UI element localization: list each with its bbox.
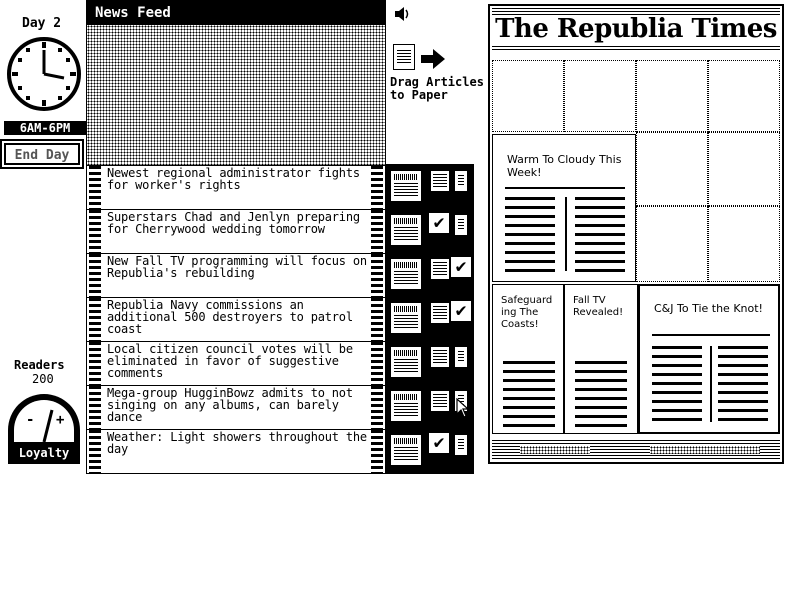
article-thumbnail-icon[interactable] [390,390,422,422]
film-sprocket [89,386,101,429]
paper-slot[interactable] [708,206,780,282]
newspaper-title: The Republia Times [495,14,777,44]
size-small-icon[interactable] [454,170,468,192]
article-actions-row [386,296,474,340]
size-medium-icon[interactable] [430,390,450,412]
news-feed-panel [86,0,386,474]
film-sprocket [89,166,101,209]
size-small-icon[interactable] [454,214,468,236]
masthead-rule [492,46,780,52]
article-thumbnail-icon[interactable] [390,346,422,378]
film-sprocket [89,298,101,341]
paper-slot[interactable] [492,60,564,132]
page-icon [393,44,415,70]
article-thumbnail-icon[interactable] [390,302,422,334]
paper-slot[interactable] [708,132,780,206]
film-sprocket [89,254,101,297]
size-medium-icon[interactable] [430,258,450,280]
film-sprocket [371,342,383,385]
checkmark-icon[interactable]: ✔ [428,212,450,234]
article-headline: Mega-group HugginBowz admits to not singing on any albums, can barely dance [107,386,353,424]
newspaper-page[interactable] [488,4,784,464]
story-body [652,346,702,424]
footer-pattern [520,446,590,454]
paper-story-wedding[interactable] [638,284,780,434]
article-headline: Weather: Light showers throughout the day [107,430,367,456]
size-medium-icon[interactable] [430,170,450,192]
readers-count: 200 [32,372,54,386]
film-sprocket [371,430,383,473]
article-headline: New Fall TV programming will focus on Republia's rebuilding [107,254,367,280]
paper-slot[interactable] [636,60,708,132]
article-headline: Republia Navy commissions an additional 500 destroyers to patrol coast [107,298,353,336]
column-divider [710,346,712,422]
size-small-icon[interactable] [454,434,468,456]
film-sprocket [89,210,101,253]
story-rule [652,334,770,336]
size-medium-icon[interactable] [430,346,450,368]
story-headline: Warm To Cloudy This Week! [507,153,622,179]
news-article-6[interactable] [87,385,385,429]
column-divider [565,197,567,271]
film-sprocket [89,430,101,473]
paper-slot[interactable] [564,60,636,132]
story-body [718,346,768,424]
article-actions-column [386,164,474,474]
day-label: Day 2 [22,16,62,31]
mouse-cursor-icon [456,398,470,418]
article-actions-row [386,208,474,252]
article-actions-row [386,164,474,208]
film-sprocket [371,298,383,341]
paper-story-weather[interactable] [492,134,636,282]
news-feed-title: News Feed [87,1,385,25]
news-article-4[interactable] [87,297,385,341]
story-body [575,361,627,427]
film-sprocket [371,254,383,297]
paper-story-navy[interactable] [492,284,564,434]
story-headline: C&J To Tie the Knot! [654,302,763,315]
story-headline: Fall TV Revealed! [573,295,624,318]
story-headline: Safeguard ing The Coasts! [501,295,553,330]
speaker-icon[interactable] [394,6,410,22]
article-actions-row [386,252,474,296]
end-day-button[interactable]: End Day [4,143,80,165]
article-actions-row [386,428,474,472]
news-article-3[interactable] [87,253,385,297]
size-small-icon[interactable] [454,346,468,368]
story-rule [505,187,625,189]
checkmark-icon[interactable]: ✔ [450,256,472,278]
article-thumbnail-icon[interactable] [390,170,422,202]
paper-story-tv[interactable] [564,284,638,434]
checkmark-icon[interactable]: ✔ [450,300,472,322]
loyalty-label: Loyalty [18,446,70,460]
article-headline: Superstars Chad and Jenlyn preparing for Cherrywood wedding tomorrow [107,210,360,236]
news-article-2[interactable] [87,209,385,253]
news-article-1[interactable] [87,165,385,209]
film-sprocket [371,386,383,429]
news-feed-ticker [87,25,385,165]
article-headline: Local citizen council votes will be eliminated in favor of suggestive comments [107,342,353,380]
article-thumbnail-icon[interactable] [390,258,422,290]
loyalty-plus: + [56,412,65,428]
article-thumbnail-icon[interactable] [390,214,422,246]
film-sprocket [371,166,383,209]
story-body [503,361,555,427]
paper-slot[interactable] [708,60,780,132]
checkmark-icon[interactable]: ✔ [428,432,450,454]
article-actions-row [386,340,474,384]
loyalty-value: 9 [36,430,43,443]
size-medium-icon[interactable] [430,302,450,324]
paper-slot[interactable] [636,132,708,206]
article-actions-row [386,384,474,428]
footer-pattern [650,446,760,454]
news-article-7[interactable] [87,429,385,473]
film-sprocket [371,210,383,253]
article-thumbnail-icon[interactable] [390,434,422,466]
arrow-right-icon [420,48,446,70]
loyalty-minus: - [26,412,35,428]
clock-icon [6,36,82,112]
shift-label: 6AM-6PM [4,121,86,135]
news-article-5[interactable] [87,341,385,385]
readers-title: Readers [14,358,65,372]
paper-slot[interactable] [636,206,708,282]
article-headline: Newest regional administrator fights for worker's rights [107,166,360,192]
film-sprocket [89,342,101,385]
story-body [575,197,625,273]
drag-instructions: Drag Articles to Paper [390,75,484,102]
story-body [505,197,555,273]
